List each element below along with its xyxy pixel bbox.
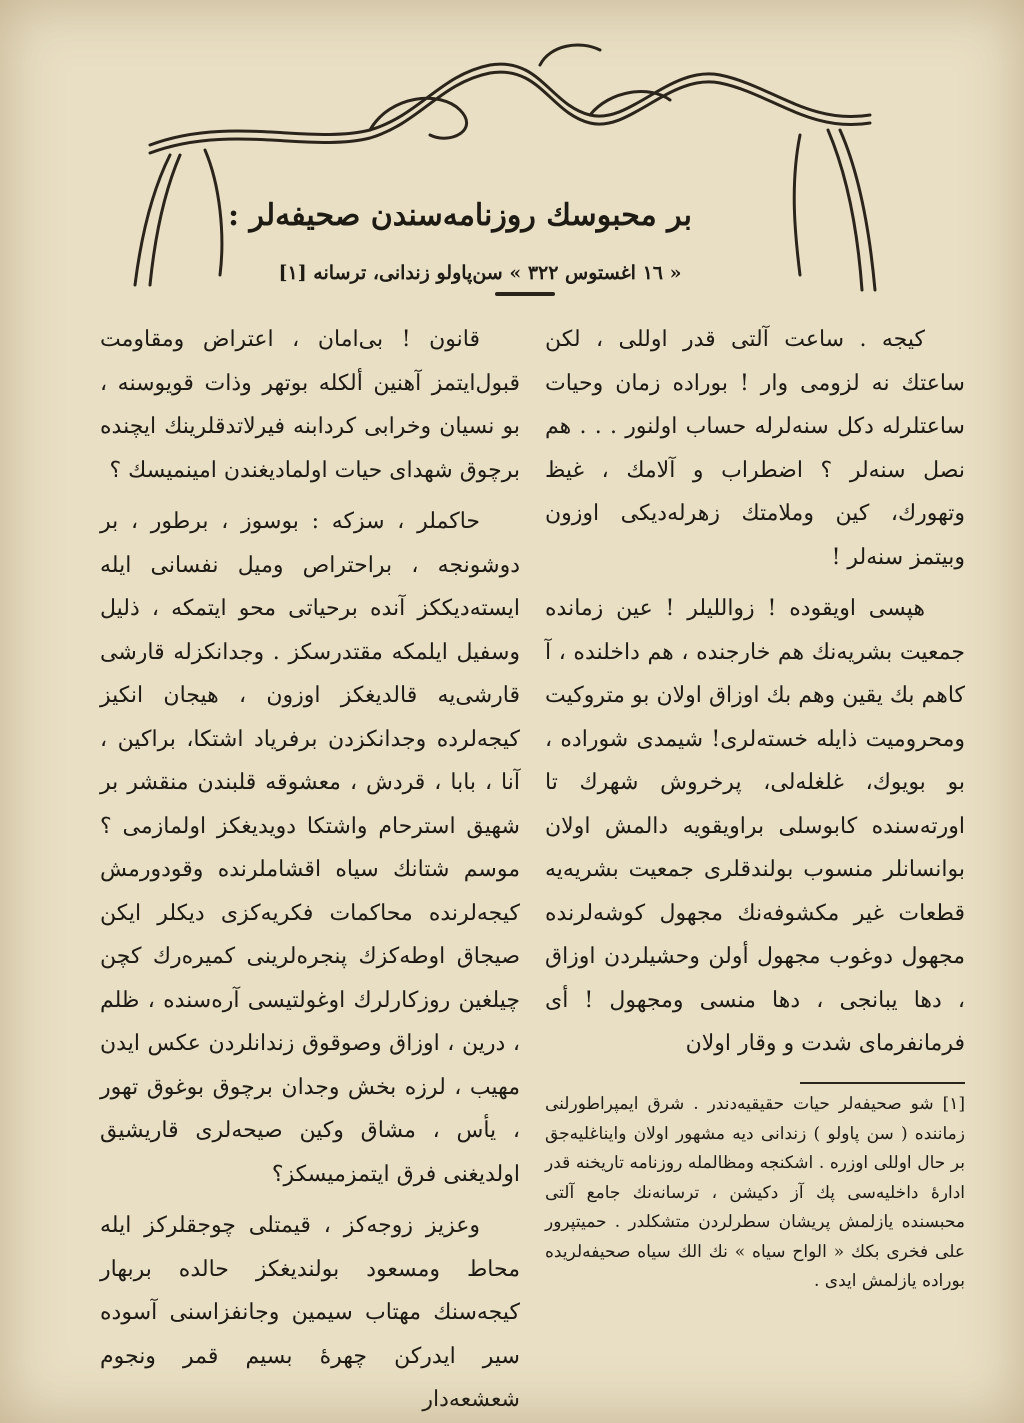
paragraph: حاکملر ، سزکه : بوسوز ، برطور ، بر دوشونجه ، براحتراص ومیل نفسانی ایله ایسته‌دیککز آنده برحیاتی محو ایتمکه ، ذلیل وسفیل ایلمکه مقتدرسکز . وجدانکزله قارشی قارشی‌یه قالدیغکز اوزون ، هیجان انکیز کیجه‌لرده وجدانکزدن برفریاد اشتکا، براکین ، آنا ، بابا ، قردش ، معشوقه قلبندن منقشر بر شهیق استرحام واشتکا دویدیغکز اولمازمی ؟ موسم شتانك سیاه اقشاملرنده وقودورمش کیجه‌لرنده محاکمات فکریه‌کزی دیکلر ایکن صیجاق اوطه‌کزك پنجره‌لرینی کمیرەرك کچن چیلغین روزکارلرك اوغولتیسی آرەسنده ، ظلم ، درین ، اوزاق وصوقوق زندانلردن عکس ایدن مهیب ، لرزه بخش وجدان برچوق بوغوق تهور ، یأس ، مشاق وکین صیحه‌لری قاریشیق اولدیغنی فرق ایتمزمیسکز؟	[100, 509, 520, 1187]
text-column-right	[545, 318, 965, 1066]
footnote-rule	[800, 1082, 965, 1084]
paragraph: قانون ! بی‌امان ، اعتراض ومقاومت قبول‌ایتمز آهنین ألکله بوتهر وذات قویوسنه ، بو نسیان وخرابی کردابنه فیرلاتدقلرینك ایچنده برچوق شهدای حیات اولمادیغندن امینمیسك ؟	[100, 327, 520, 483]
text-column-left	[100, 318, 520, 1422]
footnote: [۱] شو صحیفه‌لر حیات حقیقیه‌دندر . شرق ایمپراطورلنی زماننده ( سن پاولو ) زندانی دیه مشهور اولان وایناغلیه‌جق بر حال اوللی اوزره . اشکنجه ومظالمله روزنامه تاریخنه قدر ادارۀ داخلیه‌سی پك آز دکیشن ، ترسانه‌نك جامع آلتی محبسنده یازلمش پریشان سطرلردن متشکلدر . حمیتپرور علی فخری بکك « الواح سیاه » نك الك سیاه صحیفه‌لریده بوراده یازلمش ایدی .	[545, 1094, 965, 1291]
paragraph: کیجه . ساعت آلتی قدر اوللی ، لکن ساعتك نه لزومی وار ! بوراده زمان وحیات ساعتلرله دکل سنه‌لرله حساب اولنور . . . هم نصل سنه‌لر ؟ اضطراب و آلامك ، غیظ وتهورك، کین وملامتك زهرله‌دیکی اوزون وبیتمز سنه‌لر !	[545, 327, 965, 570]
page-title: بر محبوسك روزنامه‌سندن صحیفه‌لر :	[227, 198, 693, 233]
title-divider	[495, 292, 555, 296]
page-subtitle: « ۱٦ اغستوس ۳۲۲ » سن‌پاولو زندانی، ترسانه [۱]	[278, 262, 682, 284]
paragraph: وعزیز زوجه‌کز ، قیمتلی چوجقلرکز ایله محاط ومسعود بولندیغکز حالده بربهار کیجه‌سنك مهتاب سیمین وجانفزاسنی آسوده سیر ایدرکن چهرۀ بسیم قمر ونجوم شعشعه‌دار	[100, 1213, 520, 1412]
paragraph: هپسی اویقوده ! زواللیلر ! عین زمانده جمعیت بشریه‌نك هم خارجنده ، هم داخلنده ، آ کاهم بك یقین وهم بك اوزاق اولان بو متروکیت ومحرومیت ذایله خسته‌لری! شیمدی شوراده ، بو بویوك، غلغله‌لی، پرخروش شهرك تا اورته‌سنده کابوسلی براویقویه دالمش اولان بوانسانلر منسوب بولندقلری جمعیت بشریه‌یه قطعات غیر مکشوفه‌نك مجهول کوشه‌لرنده مجهول دوغوب مجهول أولن وحشیلردن اوزاق ، دها یبانجی ، دها منسی ومجهول ! أی فرمانفرمای شدت و وقار اولان	[545, 596, 965, 1056]
